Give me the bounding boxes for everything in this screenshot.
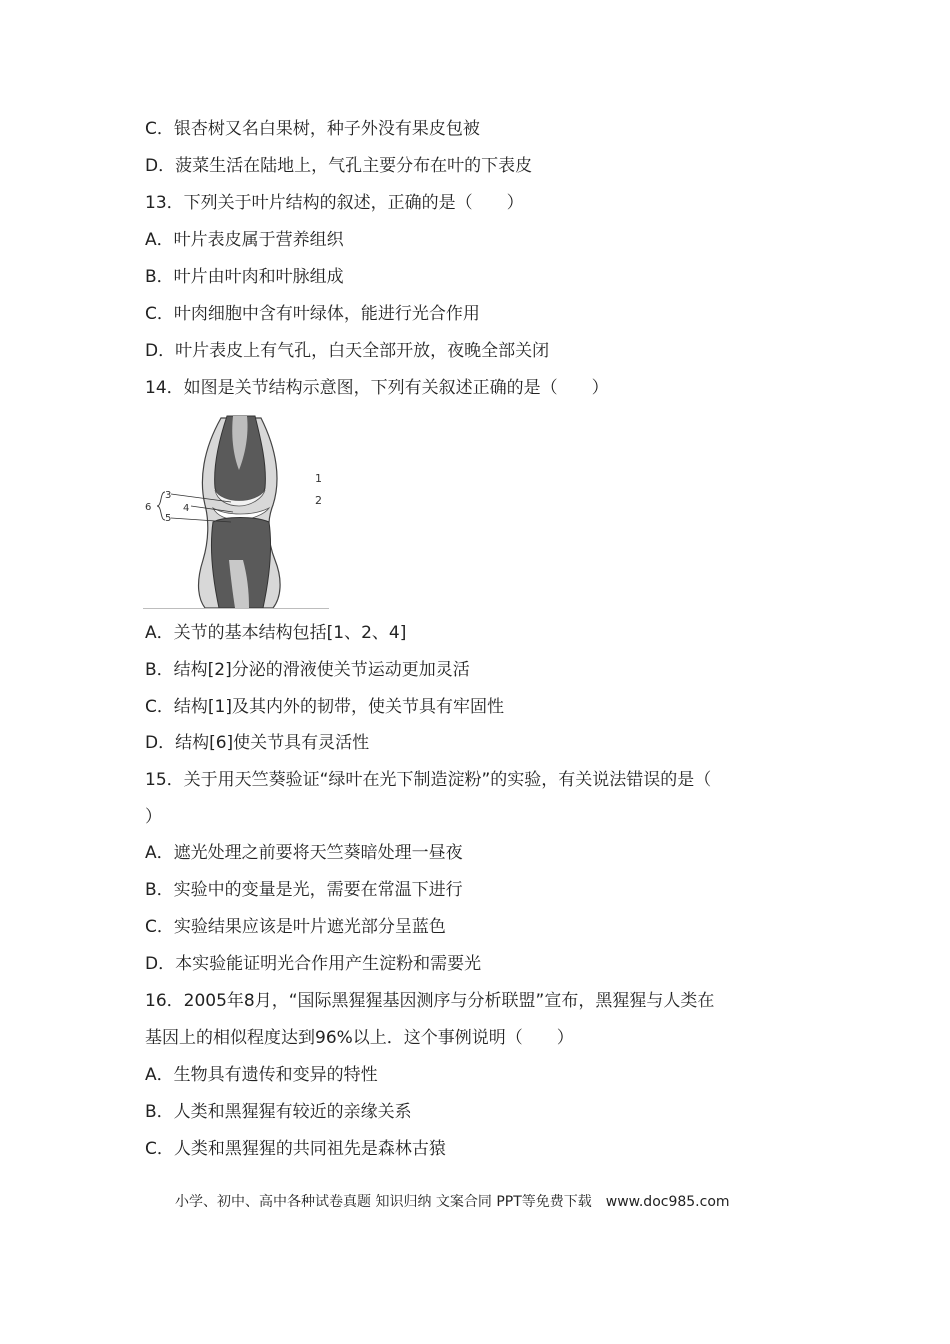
- question-16: 16．2005年8月，“国际黑猩猩基因测序与分析联盟”宣布，黑猩猩与人类在: [145, 991, 715, 1011]
- option-12c: C．银杏树又名白果树，种子外没有果皮包被: [145, 119, 480, 139]
- option-14d: D．结构[6]使关节具有灵活性: [145, 733, 370, 753]
- option-13b: B．叶片由叶肉和叶脉组成: [145, 267, 344, 287]
- page-footer: 小学、初中、高中各种试卷真题 知识归纳 文案合同 PPT等免费下载 www.doc985.com: [175, 1194, 730, 1210]
- label-5: 5: [165, 513, 172, 524]
- option-15b: B．实验中的变量是光，需要在常温下进行: [145, 880, 463, 900]
- option-13c: C．叶肉细胞中含有叶绿体，能进行光合作用: [145, 304, 480, 324]
- option-15d: D．本实验能证明光合作用产生淀粉和需要光: [145, 954, 482, 974]
- option-14b: B．结构[2]分泌的滑液使关节运动更加灵活: [145, 660, 470, 680]
- question-14: 14．如图是关节结构示意图，下列有关叙述正确的是（ ）: [145, 378, 609, 398]
- figure-divider: [143, 608, 329, 609]
- option-16a: A．生物具有遗传和变异的特性: [145, 1065, 378, 1085]
- option-14c: C．结构[1]及其内外的韧带，使关节具有牢固性: [145, 697, 504, 717]
- option-13d: D．叶片表皮上有气孔，白天全部开放，夜晚全部关闭: [145, 341, 550, 361]
- label-6: 6: [145, 502, 152, 513]
- option-13a: A．叶片表皮属于营养组织: [145, 230, 344, 250]
- option-12d: D．菠菜生活在陆地上，气孔主要分布在叶的下表皮: [145, 156, 533, 176]
- option-16b: B．人类和黑猩猩有较近的亲缘关系: [145, 1102, 412, 1122]
- option-15c: C．实验结果应该是叶片遮光部分呈蓝色: [145, 917, 446, 937]
- label-2: 2: [315, 494, 322, 507]
- option-15a: A．遮光处理之前要将天竺葵暗处理一昼夜: [145, 843, 463, 863]
- option-16c: C．人类和黑猩猩的共同祖先是森林古猿: [145, 1139, 446, 1159]
- option-14a: A．关节的基本结构包括[1、2、4]: [145, 623, 407, 643]
- label-4: 4: [183, 503, 190, 514]
- question-16-cont: 基因上的相似程度达到96%以上．这个事例说明（ ）: [145, 1028, 574, 1048]
- label-1: 1: [315, 472, 322, 485]
- joint-diagram: [143, 410, 331, 610]
- question-15: 15．关于用天竺葵验证“绿叶在光下制造淀粉”的实验，有关说法错误的是（: [145, 770, 712, 790]
- question-13: 13．下列关于叶片结构的叙述，正确的是（ ）: [145, 193, 524, 213]
- question-15-cont: ）: [145, 807, 162, 827]
- label-3: 3: [165, 490, 172, 501]
